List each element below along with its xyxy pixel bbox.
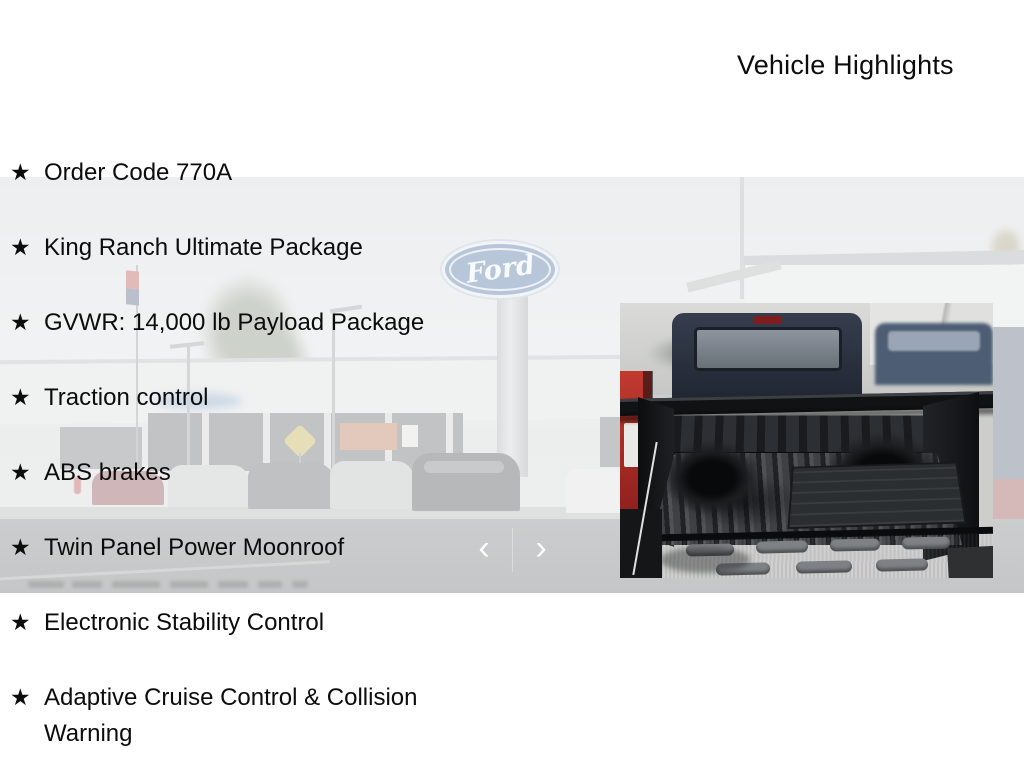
bg-watermark-fragment xyxy=(218,581,248,588)
star-bullet-icon: ★ xyxy=(10,159,31,185)
star-bullet-icon: ★ xyxy=(10,309,31,335)
bg-watermark-fragment xyxy=(28,581,64,588)
bg-watermark-fragment xyxy=(258,581,282,588)
inset-tailgate-stamp xyxy=(756,540,808,553)
highlight-text: Order Code 770A xyxy=(44,159,233,186)
list-item xyxy=(10,305,515,341)
inset-wet-patch xyxy=(660,547,750,573)
inset-background-truck-window xyxy=(888,331,980,351)
bg-watermark-fragment xyxy=(72,581,102,588)
inset-brake-light xyxy=(754,316,782,324)
carousel-next-button[interactable]: › xyxy=(524,531,558,565)
list-item xyxy=(10,155,515,191)
inset-tailgate-stamp xyxy=(796,560,852,573)
inset-rear-window xyxy=(694,327,842,371)
inset-dark-corner xyxy=(947,546,993,578)
page-title: Vehicle Highlights xyxy=(737,50,954,80)
highlight-text: GVWR: 14,000 lb Payload Package xyxy=(44,309,425,336)
carousel-prev-button[interactable]: ‹ xyxy=(467,531,501,565)
inset-bed-mat xyxy=(787,462,966,529)
bg-pole xyxy=(740,177,744,299)
bg-store-sign xyxy=(340,423,397,450)
bg-flag xyxy=(126,270,139,289)
star-bullet-icon: ★ xyxy=(10,234,31,260)
star-bullet-icon: ★ xyxy=(10,684,31,710)
inset-tailgate-stamp xyxy=(876,558,928,571)
star-bullet-icon: ★ xyxy=(10,609,31,635)
inset-tailgate-stamp xyxy=(830,538,880,551)
highlight-text: Traction control xyxy=(44,384,209,411)
list-item xyxy=(10,680,515,752)
bg-flag xyxy=(126,288,139,305)
bg-watermark-fragment xyxy=(112,581,160,588)
star-bullet-icon: ★ xyxy=(10,534,31,560)
bg-watermark-fragment xyxy=(292,581,308,588)
list-item xyxy=(10,455,515,491)
list-item xyxy=(10,530,515,566)
bg-watermark-fragment xyxy=(170,581,208,588)
ford-logo-text: Ford xyxy=(463,249,537,290)
bg-store-sign xyxy=(402,425,418,447)
inset-tailgate-stamp xyxy=(902,536,950,549)
vehicle-photo-truck-bed xyxy=(620,303,993,578)
list-item xyxy=(10,230,515,266)
list-item xyxy=(10,605,515,641)
highlight-text: Adaptive Cruise Control & Collision Warning xyxy=(44,684,418,747)
carousel-divider xyxy=(512,528,513,572)
bg-parked-truck xyxy=(992,479,1024,519)
highlight-text: Twin Panel Power Moonroof xyxy=(44,534,345,561)
star-bullet-icon: ★ xyxy=(10,459,31,485)
highlight-text: ABS brakes xyxy=(44,459,171,486)
highlight-text: King Ranch Ultimate Package xyxy=(44,234,363,261)
inset-wheel-arch xyxy=(662,441,762,515)
bg-parked-car xyxy=(566,469,622,513)
highlight-text: Electronic Stability Control xyxy=(44,609,325,636)
list-item xyxy=(10,380,515,416)
star-bullet-icon: ★ xyxy=(10,384,31,410)
